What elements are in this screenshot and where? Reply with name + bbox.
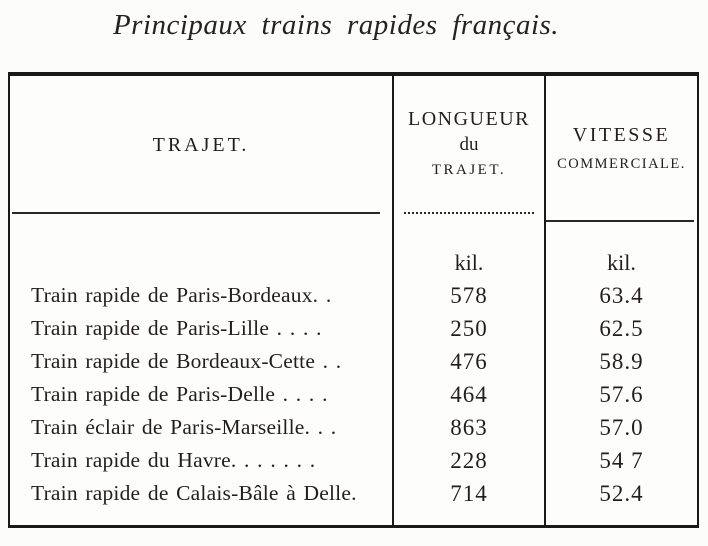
table-row-vitesse: 52.4 — [599, 481, 644, 506]
page-title: Principaux trains rapides français. — [112, 9, 560, 41]
table-row-longueur: 228 — [450, 448, 488, 473]
table-row-vitesse: 54 7 — [599, 448, 644, 473]
table-row-label: Train rapide de Paris-Delle . . . . — [31, 382, 328, 406]
header-longueur — [394, 76, 544, 214]
table-row-longueur: 250 — [450, 316, 488, 341]
table-row-vitesse: 57.0 — [599, 415, 644, 440]
table-row-longueur: 464 — [450, 382, 488, 407]
table-row-vitesse: 57.6 — [599, 382, 644, 407]
table-row-vitesse: 58.9 — [599, 349, 644, 374]
header-vitesse-line1: VITESSE — [572, 124, 671, 146]
table-row-label: Train rapide du Havre. . . . . . . — [31, 448, 316, 472]
column-trajet — [10, 76, 392, 525]
header-trajet-label: TRAJET. — [152, 133, 250, 156]
header-longueur-line3: TRAJET. — [431, 162, 507, 178]
table-row-vitesse: 63.4 — [599, 283, 644, 308]
table-row-vitesse: 62.5 — [599, 316, 644, 341]
table-row-label: Train éclair de Paris-Marseille. . . — [31, 415, 337, 439]
header-vitesse — [546, 76, 697, 222]
header-vitesse-line2: COMMERCIALE. — [557, 156, 686, 172]
column-vitesse — [544, 76, 697, 525]
table-row-label: Train rapide de Paris-Bordeaux. . — [31, 283, 332, 307]
trains-table — [8, 72, 699, 528]
units-spacer-trajet — [10, 214, 392, 279]
table-row-longueur: 863 — [450, 415, 488, 440]
table-row-label: Train rapide de Bordeaux-Cette . . — [31, 349, 342, 373]
header-longueur-line2: du — [459, 134, 479, 155]
table-row-longueur: 714 — [450, 481, 488, 506]
longueur-rows — [394, 279, 544, 510]
table-row-longueur: 476 — [450, 349, 488, 374]
table-row-longueur: 578 — [450, 283, 488, 308]
table-row-label: Train rapide de Calais-Bâle à Delle. — [31, 481, 357, 505]
header-longueur-line1: LONGUEUR — [408, 108, 530, 130]
units-vitesse: kil. — [607, 250, 636, 275]
units-longueur: kil. — [454, 250, 484, 275]
vitesse-rows — [546, 279, 697, 510]
table-row-label: Train rapide de Paris-Lille . . . . — [31, 316, 322, 340]
column-longueur — [392, 76, 544, 525]
header-trajet — [10, 76, 392, 214]
trajet-rows — [10, 279, 392, 510]
